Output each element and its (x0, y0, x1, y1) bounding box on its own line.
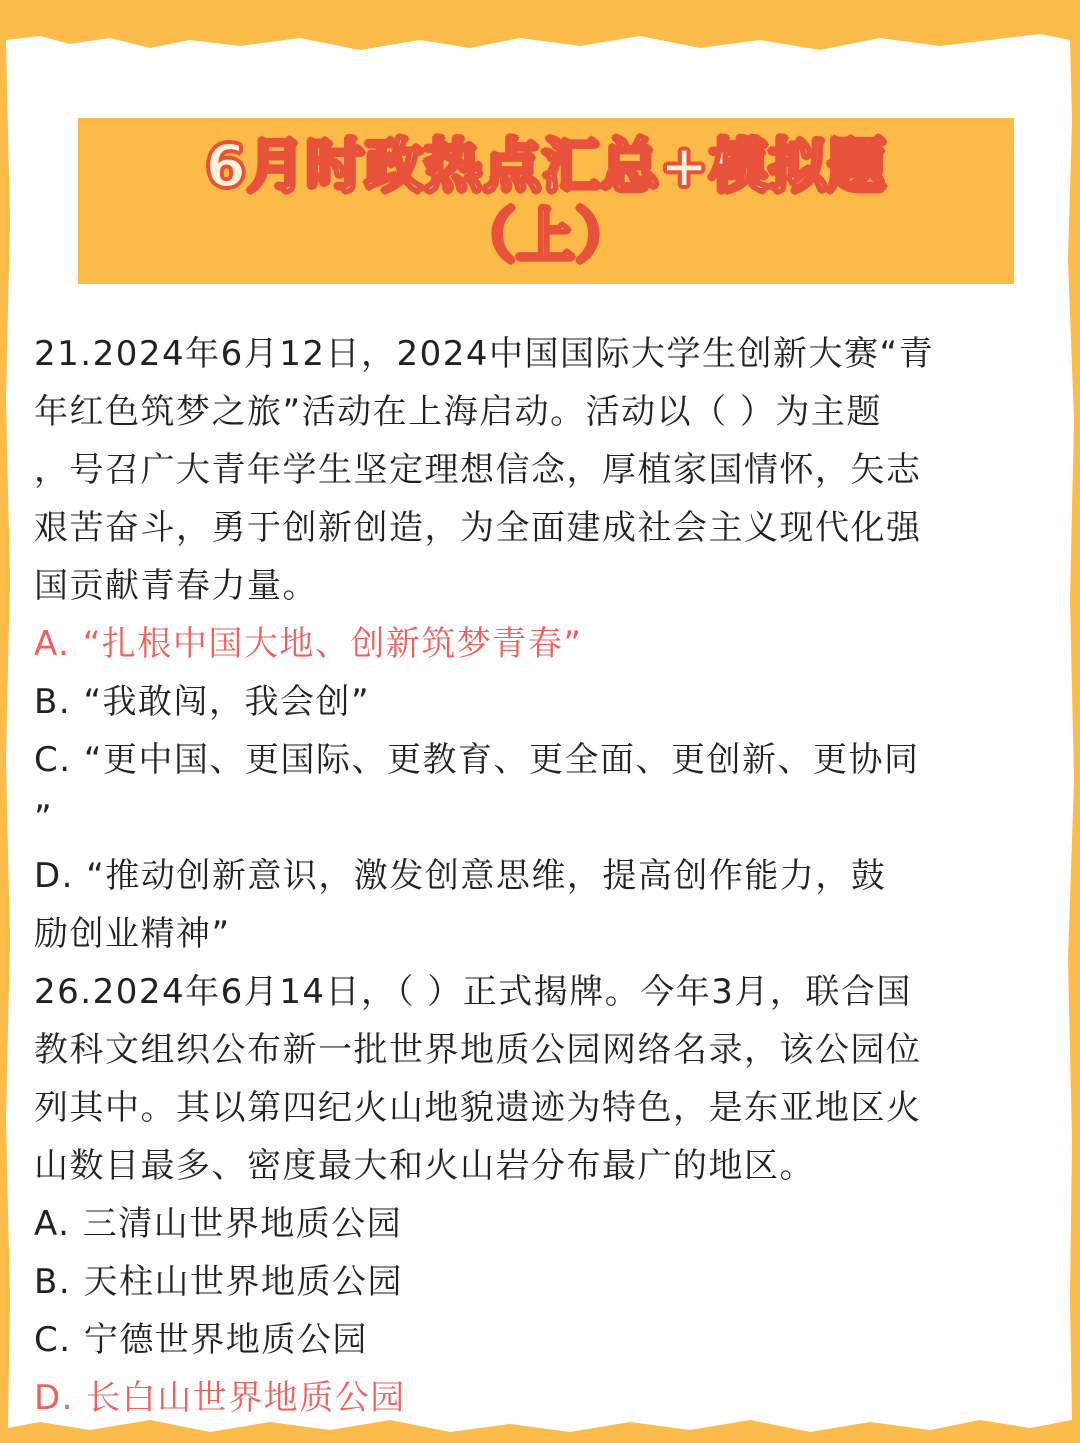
question-stem-line: ，号召广大青年学生坚定理想信念，厚植家国情怀，矢志 (34, 450, 922, 490)
question-stem-line: 艰苦奋斗，勇于创新创造，为全面建成社会主义现代化强 (34, 508, 922, 548)
question-stem-line: 教科文组织公布新一批世界地质公园网络名录，该公园位 (34, 1030, 922, 1070)
question-stem-line: 21.2024年6月12日，2024中国国际大学生创新大赛“青 (34, 334, 935, 374)
question-26 (34, 963, 1054, 1427)
question-stem-line: 年红色筑梦之旅”活动在上海启动。活动以（ ）为主题 (34, 392, 882, 432)
question-21 (34, 325, 1054, 963)
option-d: D. “推动创新意识，激发创意思维，提高创作能力，鼓 (34, 856, 887, 896)
question-content (34, 325, 1054, 1427)
question-stem-line: 列其中。其以第四纪火山地貌遗迹为特色，是东亚地区火 (34, 1088, 922, 1128)
page-subtitle: （上） (457, 202, 635, 270)
option-d-continued: 励创业精神” (34, 914, 231, 954)
option-c-continued: ” (34, 798, 54, 838)
option-d-correct: D. 长白山世界地质公园 (34, 1378, 406, 1418)
option-c: C. 宁德世界地质公园 (34, 1320, 368, 1360)
option-c: C. “更中国、更国际、更教育、更全面、更创新、更协同 (34, 740, 920, 780)
option-a: A. 三清山世界地质公园 (34, 1204, 403, 1244)
title-banner (78, 118, 1014, 284)
option-b: B. 天柱山世界地质公园 (34, 1262, 403, 1302)
question-stem-line: 26.2024年6月14日，（ ）正式揭牌。今年3月，联合国 (34, 972, 912, 1012)
option-b: B. “我敢闯，我会创” (34, 682, 371, 722)
page-title: 6月时政热点汇总+模拟题 (205, 132, 887, 200)
question-stem-line: 山数目最多、密度最大和火山岩分布最广的地区。 (34, 1146, 815, 1186)
option-a-correct: A. “扎根中国大地、创新筑梦青春” (34, 624, 583, 664)
question-stem-line: 国贡献青春力量。 (34, 566, 318, 606)
